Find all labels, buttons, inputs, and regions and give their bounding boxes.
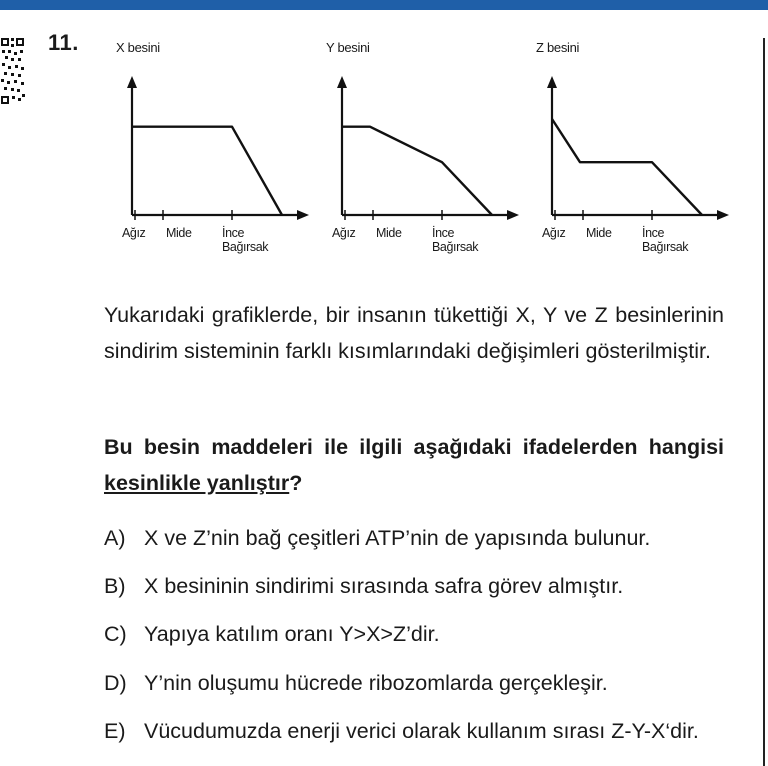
qr-code-icon[interactable]	[0, 36, 26, 106]
prompt-emphasis: kesinlikle yanlıştır	[104, 471, 290, 495]
top-accent-bar	[0, 0, 768, 10]
tick-label: Mide	[376, 226, 402, 240]
y-axis-arrow	[337, 76, 347, 88]
tick-label: İnce Bağırsak	[432, 226, 479, 254]
tick-label: Ağız	[542, 226, 566, 240]
option-b[interactable]	[104, 572, 623, 600]
option-text: X ve Z’nin bağ çeşitleri ATP’nin de yapısında bulunur.	[144, 526, 651, 550]
chart-z	[524, 36, 744, 268]
prompt-end: ?	[289, 471, 303, 495]
tick-label: İnce Bağırsak	[222, 226, 269, 254]
option-letter: A)	[104, 526, 126, 550]
tick-label: Ağız	[332, 226, 356, 240]
option-text: Y’nin oluşumu hücrede ribozomlarda gerçekleşir.	[144, 671, 608, 695]
option-e[interactable]	[104, 717, 699, 745]
option-c[interactable]	[104, 620, 440, 648]
chart-y	[314, 36, 534, 268]
tick-label: Mide	[166, 226, 192, 240]
tick-label: İnce Bağırsak	[642, 226, 689, 254]
tick-label: Ağız	[122, 226, 146, 240]
column-divider	[763, 38, 765, 766]
chart-x	[104, 36, 324, 268]
option-d[interactable]	[104, 669, 608, 697]
y-axis-arrow	[547, 76, 557, 88]
option-text: X besininin sindirimi sırasında safra görev almıştır.	[144, 574, 624, 598]
question-number: 11.	[48, 30, 79, 55]
option-a[interactable]	[104, 524, 650, 552]
series-line	[552, 119, 702, 215]
chart-title: X besini	[116, 40, 160, 55]
option-text: Vücudumuzda enerji verici olarak kullanım sırası Z-Y-X‘dir.	[144, 719, 699, 743]
option-letter: E)	[104, 719, 126, 743]
x-axis-arrow	[717, 210, 729, 220]
question-intro: Yukarıdaki grafiklerde, bir insanın tükettiği X, Y ve Z besinlerinin sindirim sisteminin farklı kısımlarındaki değişimleri gösterilmiştir.	[104, 303, 724, 363]
prompt-text: Bu besin maddeleri ile ilgili aşağıdaki ifadelerden hangisi	[104, 435, 724, 459]
question-prompt	[104, 429, 724, 501]
option-text: Yapıya katılım oranı Y>X>Z’dir.	[144, 622, 440, 646]
series-line	[132, 127, 282, 215]
chart-title: Z besini	[536, 40, 580, 55]
x-axis-arrow	[507, 210, 519, 220]
tick-label: Mide	[586, 226, 612, 240]
y-axis-arrow	[127, 76, 137, 88]
chart-title: Y besini	[326, 40, 370, 55]
x-axis-arrow	[297, 210, 309, 220]
option-letter: B)	[104, 574, 126, 598]
option-letter: D)	[104, 671, 127, 695]
series-line	[342, 127, 492, 215]
option-letter: C)	[104, 622, 127, 646]
